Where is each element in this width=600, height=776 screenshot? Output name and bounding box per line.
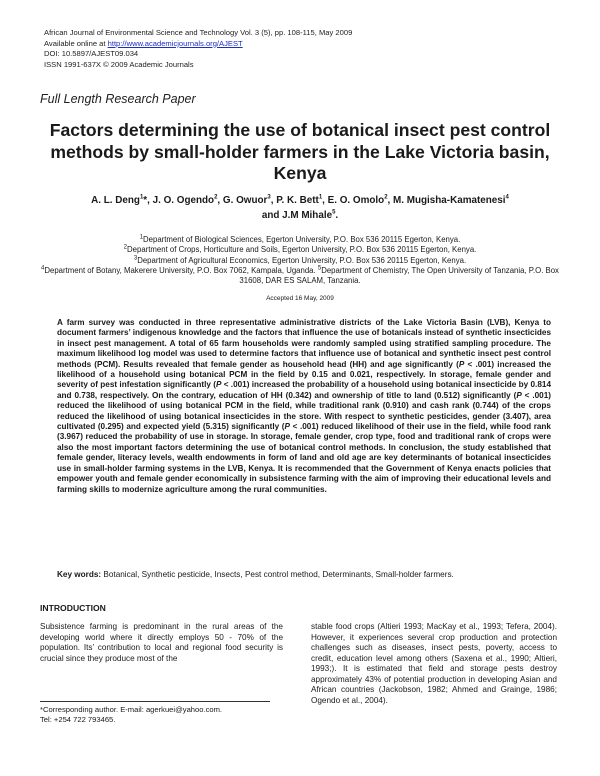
affiliation-item	[40, 266, 560, 287]
abstract-text: < .001) increased the likelihood of a household using botanical PCM in the field by 0.15 and 0.021, respectively. In storage, female gender and severity of pest infestation significantly (	[57, 359, 551, 390]
affiliation-text: Department of Biological Sciences, Egerton University, P.O. Box 536 20115 Egerton, Kenya.	[143, 235, 461, 244]
author-name: M. Mugisha-Kamatenesi	[393, 195, 506, 206]
intro-left-column: Subsistence farming is predominant in the rural areas of the developing world where it directly employs 50 - 70% of the population. Its’ contribution to local and regional food security is crucial since they produce most of the	[40, 622, 283, 663]
footnote-divider	[40, 701, 270, 702]
footnote-phone: Tel: +254 722 793465.	[40, 714, 116, 724]
keywords-text: Botanical, Synthetic pesticide, Insects, Pest control method, Determinants, Small-holder farmers.	[101, 570, 454, 579]
issn-line: ISSN 1991-637X © 2009 Academic Journals	[44, 59, 194, 69]
keywords	[57, 570, 551, 580]
corresponding-mark: *,	[143, 195, 153, 206]
author-name: P. K. Bett	[276, 195, 319, 206]
abstract-text: < .001) reduced likelihood of their use in the field, while food rank (3.967) reduced the probability of use in storage. In storage, female gender, crop type, food and traditional rank of crops were also the most important factors determining the use of botanical control methods. In conclusion, the study established that female gender, literacy levels, wealth endowments in form of land and old age are key determinants of botanical insecticides use in small-holder farming systems in the LVB, Kenya. It is recommended that the Government of Kenya enacts policies that empower youth and female gender economically in subsistence farming with the aim of improving their educational levels and farming skills to modernize agriculture among the rural communities.	[57, 422, 551, 494]
intro-right-column: stable food crops (Altieri 1993; MacKay et al., 1993; Tefera, 2004). However, it experiences several crop production and protection challenges such as diseases, insect pests, poverty, access to credit, education level among others (Saxena et al., 1990; Altieri, 1993;). It is estimated that field and storage pests destroy approximately 43% of potential production in developing Asian and African countries (Jackobson, 1982; Ahmed and Grainge, 1986; Ogendo et al., 2004).	[311, 622, 557, 705]
author-affiliation-mark: 4	[505, 194, 509, 201]
author-name: A. L. Deng	[91, 195, 140, 206]
affiliation-text: Department of Botany, Makerere University, P.O. Box 7062, Kampala, Uganda.	[44, 265, 318, 275]
author-name: J. O. Ogendo	[152, 195, 215, 206]
author-affiliation-mark: 1	[139, 194, 144, 201]
affiliation-number: 2	[123, 244, 128, 251]
abstract-italic-p: P	[516, 390, 522, 400]
author-name: E. O. Omolo	[327, 195, 385, 206]
affiliation-item	[40, 256, 560, 266]
journal-url-link[interactable]: http://www.academicjournals.org/AJEST	[107, 38, 243, 48]
affiliations	[40, 235, 560, 286]
keywords-label: Key words:	[57, 570, 102, 579]
journal-citation: African Journal of Environmental Science and Technology Vol. 3 (5), pp. 108-115, May 2009	[44, 28, 353, 37]
footnote-email: *Corresponding author. E-mail: agerkuei@yahoo.com.	[40, 705, 223, 714]
abstract-text: < .001) reduced the likelihood of using botanical PCM in the field, while traditional rank (0.910) and cash rank (0.744) of the crops reduced the likelihood of using botanical insecticides in the store. With respect to synthetic pesticides, gender (3.407), area cultivated (0.295) and expected yield (5.315) significantly (	[57, 390, 551, 432]
affiliation-number: 1	[139, 234, 144, 241]
author-list: A. L. Deng$^1$*, J. O. Ogendo$^2$, G. Owuor$^3$, P. K. Bett$^1$, E. O. Omolo$^2$, M. Mugisha-Kamatenesi$^4$ and J.M Mihale$^5$.	[91, 194, 509, 221]
affiliation-item	[40, 245, 560, 255]
affiliation-number: 4	[41, 265, 45, 272]
paper-title: Factors determining the use of botanical insect pest control methods by small-holder farmers in the Lake Victoria basin, Kenya	[49, 120, 551, 183]
affiliation-number: 5	[317, 265, 322, 272]
abstract-text: A farm survey was conducted in three representative administrative districts of the Lake Victoria Basin (LVB), Kenya to document farmers’ indigenous knowledge and the factors that influence the use of botanicals instead of synthetic insecticides in insect pest management. A total of 65 farm households were randomly sampled using stratified sampling procedure. The maximum likelihood log model was used to determine factors that influence use of botanical and synthetic insect pest control methods (PCM). Results revealed that female gender as household head (HH) and age significantly (	[57, 318, 551, 369]
affiliation-text: Department of Crops, Horticulture and Soils, Egerton University, P.O. Box 536 20115 Egerton, Kenya.	[127, 245, 477, 255]
journal-header	[44, 28, 352, 70]
affiliation-text: Department of Chemistry, The Open University of Tanzania, P.O. Box 31608, DAR ES SALAM, Tanzania.	[239, 265, 559, 286]
affiliation-number: 3	[133, 255, 138, 261]
abstract-italic-p: P	[458, 359, 465, 369]
author-affiliation-mark: 2	[214, 194, 218, 201]
abstract-text: < .001) increased the probability of a household using botanical insecticide by 0.814 and 0.738, respectively. On the contrary, education of HH (0.342) and ownership of title to land (0.512) significantly (	[57, 380, 551, 400]
author-affiliation-mark: 5	[332, 209, 336, 216]
author-affiliation-mark: 2	[384, 194, 388, 201]
availability-prefix: Available online at	[44, 38, 108, 48]
section-heading-introduction: INTRODUCTION	[40, 603, 106, 613]
abstract-italic-p: P	[284, 422, 290, 432]
author-name: G. Owuor	[222, 195, 268, 206]
abstract-italic-p: P	[215, 380, 222, 390]
affiliation-item	[40, 235, 560, 245]
author-affiliation-mark: 3	[267, 194, 271, 201]
abstract	[57, 318, 551, 495]
availability-line	[44, 39, 352, 50]
author-affiliation-mark: 1	[318, 194, 323, 201]
author-name: and J.M Mihale	[261, 209, 333, 221]
accepted-date: Accepted 16 May, 2009	[266, 295, 334, 302]
corresponding-author-footnote	[40, 705, 222, 724]
affiliation-text: Department of Agricultural Economics, Egerton University, P.O. Box 536 20115 Egerton, Kenya.	[137, 255, 467, 265]
paper-type-label: Full Length Research Paper	[40, 92, 196, 106]
doi-line: DOI: 10.5897/AJEST09.034	[44, 49, 139, 59]
